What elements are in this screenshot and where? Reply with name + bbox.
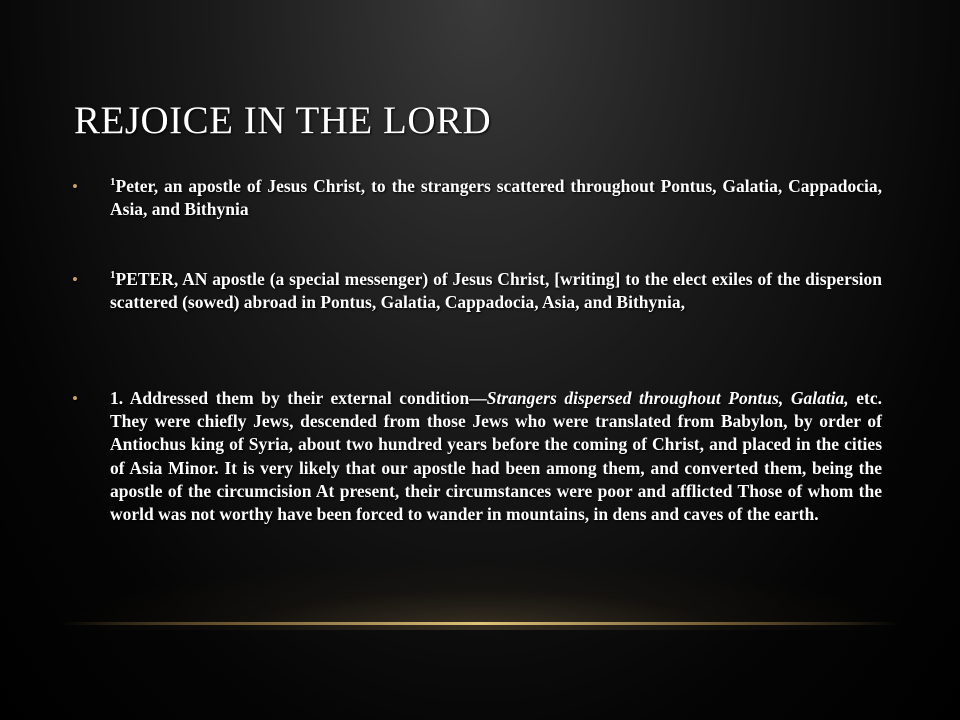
bullet-text: PETER, AN apostle (a special messenger) of Jesus Christ, [writing] to the elect exiles of the dispersion scattered (sowed) abroad in Pontus, Galatia, Cappadocia, Asia, and Bithynia, bbox=[110, 269, 882, 313]
bullet-item-1 bbox=[72, 175, 882, 221]
bullet-dot: • bbox=[72, 270, 78, 289]
bullet-italic-text: Strangers dispersed throughout Pontus, Galatia, bbox=[486, 388, 849, 408]
bullet-dot: • bbox=[72, 177, 78, 196]
verse-number: 1 bbox=[110, 176, 116, 189]
verse-number: 1 bbox=[110, 269, 116, 282]
slide-title: REJOICE IN THE LORD bbox=[74, 99, 492, 142]
bottom-glow bbox=[60, 560, 900, 630]
accent-divider-line bbox=[60, 622, 900, 625]
bullet-text: etc. They were chiefly Jews, descended from those Jews who were translated from Babylon, by order of Antiochus king of Syria, about two hundred years before the coming of Christ, and placed in the cities of Asia Minor. It is very likely that our apostle had been among them, and converted them, being the apostle of the circumcision At present, their circumstances were poor and afflicted Those of whom the world was not worthy have been forced to wander in mountains, in dens and caves of the earth. bbox=[110, 388, 882, 525]
bullet-item-2 bbox=[72, 268, 882, 314]
bullet-text: Peter, an apostle of Jesus Christ, to the strangers scattered throughout Pontus, Galatia, Cappadocia, Asia, and Bithynia bbox=[110, 176, 882, 220]
bullet-dot: • bbox=[72, 389, 78, 408]
bullet-lead-text: 1. Addressed them by their external condition— bbox=[110, 388, 487, 408]
bullet-item-3 bbox=[72, 387, 882, 526]
